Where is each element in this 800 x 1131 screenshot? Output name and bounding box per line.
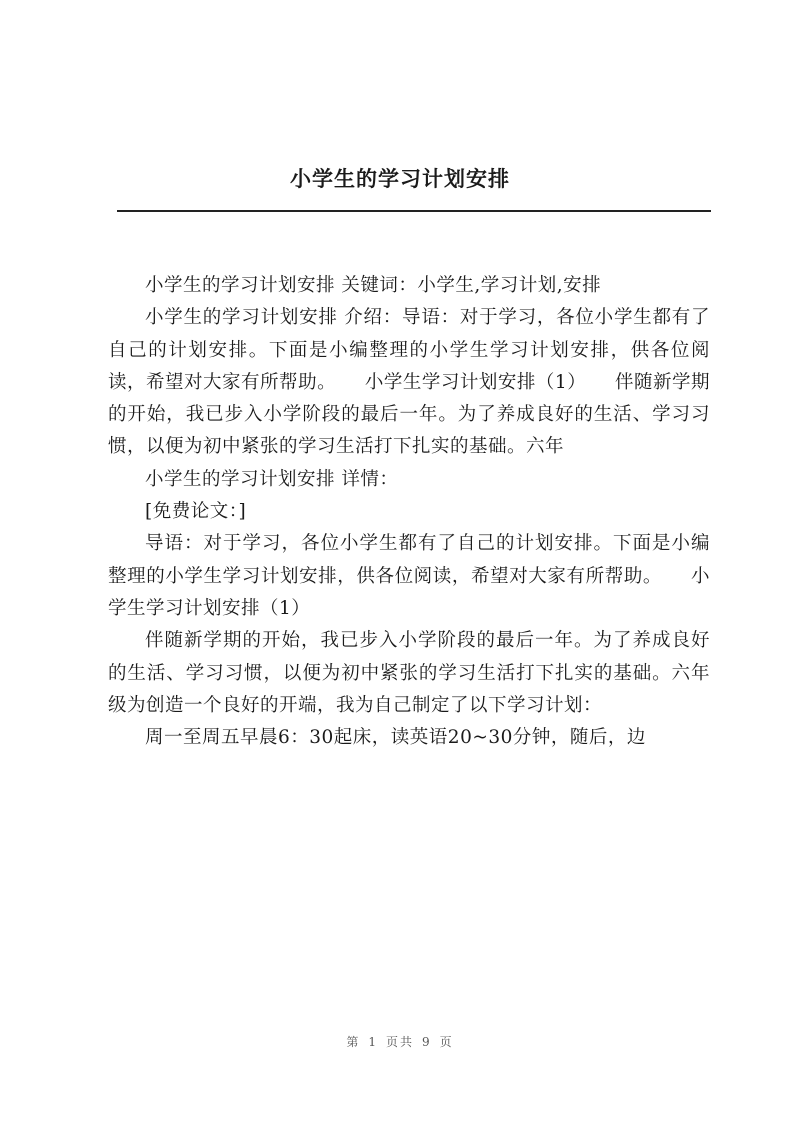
footer-suffix: 页	[439, 1035, 454, 1049]
footer-page-number: 1	[368, 1035, 378, 1049]
paragraph-free-paper: [免费论文：]	[145, 501, 247, 523]
page-title: 小学生的学习计划安排	[290, 166, 510, 191]
footer-prefix: 第	[346, 1035, 361, 1049]
page-footer	[0, 1033, 800, 1050]
paragraph-plan: 伴随新学期的开始，我已步入小学阶段的最后一年。为了养成良好的生活、学习习惯，以便为初中紧张的学习生活打下扎实的基础。六年级为创造一个良好的开端，我为自己制定了以下学习计划：	[108, 630, 710, 716]
paragraph-keywords: 小学生的学习计划安排 关键词：小学生,学习计划,安排	[145, 275, 602, 296]
paragraph-intro: 小学生的学习计划安排 介绍：导语：对于学习，各位小学生都有了自己的计划安排。下面是小编整理的小学生学习计划安排，供各位阅读，希望对大家有所帮助。 小学生学习计划安排（1） 伴随新学期的开始，我已步入小学阶段的最后一年。为了养成良好的生活、学习习惯，以便为初中紧张的学习生活打下扎实的基础。六年	[108, 307, 710, 458]
paragraph-details-heading: 小学生的学习计划安排 详情：	[145, 468, 399, 490]
title-divider	[117, 210, 711, 212]
document-body	[108, 270, 710, 754]
footer-middle: 页共	[385, 1035, 414, 1049]
footer-total-pages: 9	[422, 1035, 432, 1049]
paragraph-lead: 导语：对于学习，各位小学生都有了自己的计划安排。下面是小编整理的小学生学习计划安排，供各位阅读，希望对大家有所帮助。 小学生学习计划安排（1）	[108, 533, 710, 619]
paragraph-schedule: 周一至周五早晨6：30起床，读英语20~30分钟，随后，边	[145, 727, 646, 749]
